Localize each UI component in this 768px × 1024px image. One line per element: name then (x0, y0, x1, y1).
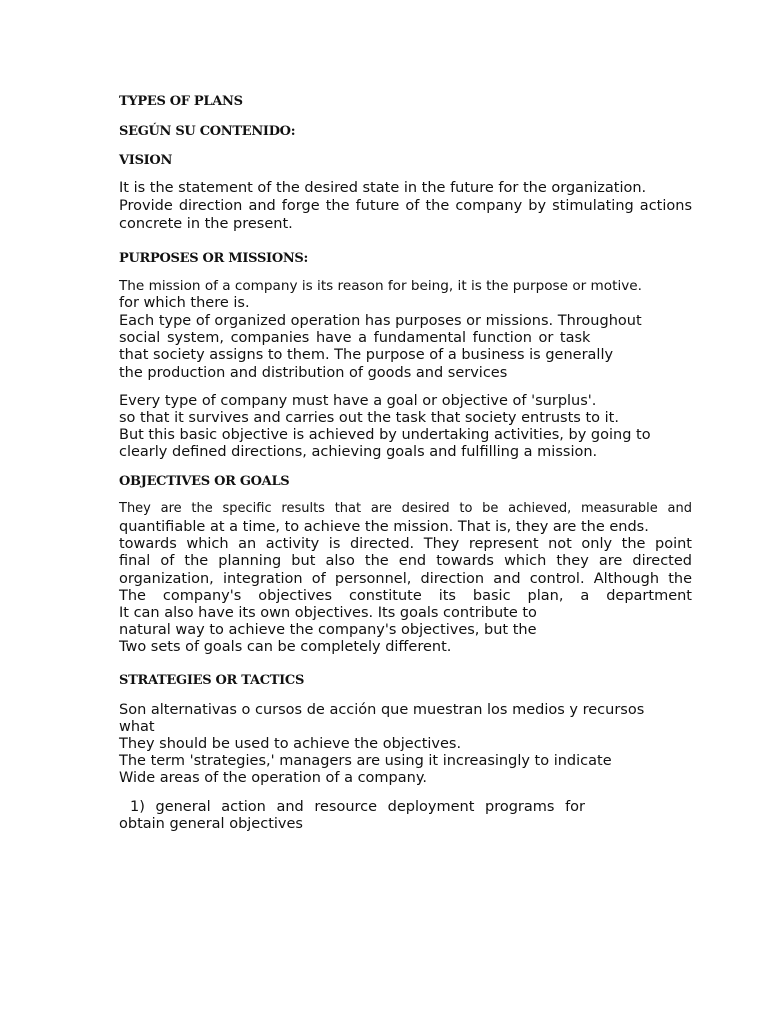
list-item: 1) general action and resource deployment programs for (130, 799, 586, 815)
strategies-line: what (119, 719, 155, 735)
vision-line: concrete in the present. (119, 216, 293, 232)
objectives-line: final of the planning but also the end towards which they are directed (119, 553, 692, 569)
purposes-line: But this basic objective is achieved by undertaking activities, by going to (119, 427, 651, 443)
vision-line: Provide direction and forge the future of the company by stimulating actions (119, 198, 692, 214)
objectives-line: natural way to achieve the company's objectives, but the (119, 622, 537, 638)
list-item: obtain general objectives (119, 816, 303, 832)
strategies-line: The term 'strategies,' managers are using it increasingly to indicate (119, 753, 612, 769)
heading-vision: VISION (119, 153, 173, 168)
objectives-line: The company's objectives constitute its basic plan, a department (119, 588, 692, 604)
purposes-line: social system, companies have a fundamental function or task (119, 330, 591, 346)
objectives-line: It can also have its own objectives. Its goals contribute to (119, 605, 537, 621)
objectives-line: towards which an activity is directed. They represent not only the point (119, 536, 692, 552)
objectives-line: quantifiable at a time, to achieve the mission. That is, they are the ends. (119, 519, 649, 535)
objectives-line: Two sets of goals can be completely different. (119, 639, 452, 655)
vision-line: It is the statement of the desired state in the future for the organization. (119, 180, 647, 196)
purposes-line: clearly defined directions, achieving goals and fulfilling a mission. (119, 444, 598, 460)
purposes-line: that society assigns to them. The purpose of a business is generally (119, 347, 614, 363)
heading-strategies-or-tactics: STRATEGIES OR TACTICS (119, 673, 305, 688)
strategies-line: They should be used to achieve the objectives. (119, 736, 462, 752)
heading-purposes-or-missions: PURPOSES OR MISSIONS: (119, 251, 309, 266)
heading-segun-su-contenido: SEGÚN SU CONTENIDO: (119, 124, 296, 139)
strategies-line: Wide areas of the operation of a company. (119, 770, 427, 786)
purposes-line: Each type of organized operation has purposes or missions. Throughout (119, 313, 642, 329)
objectives-line: They are the specific results that are desired to be achieved, measurable and (119, 501, 692, 516)
purposes-line: so that it survives and carries out the task that society entrusts to it. (119, 410, 619, 426)
heading-types-of-plans: TYPES OF PLANS (119, 94, 243, 109)
purposes-line: Every type of company must have a goal or objective of 'surplus'. (119, 393, 597, 409)
strategies-line: Son alternativas o cursos de acción que muestran los medios y recursos (119, 702, 645, 718)
purposes-line: the production and distribution of goods and services (119, 365, 508, 381)
objectives-line: organization, integration of personnel, direction and control. Although the (119, 571, 692, 587)
purposes-line: for which there is. (119, 295, 250, 311)
purposes-line: The mission of a company is its reason for being, it is the purpose or motive. (119, 278, 642, 294)
heading-objectives-or-goals: OBJECTIVES OR GOALS (119, 474, 290, 489)
